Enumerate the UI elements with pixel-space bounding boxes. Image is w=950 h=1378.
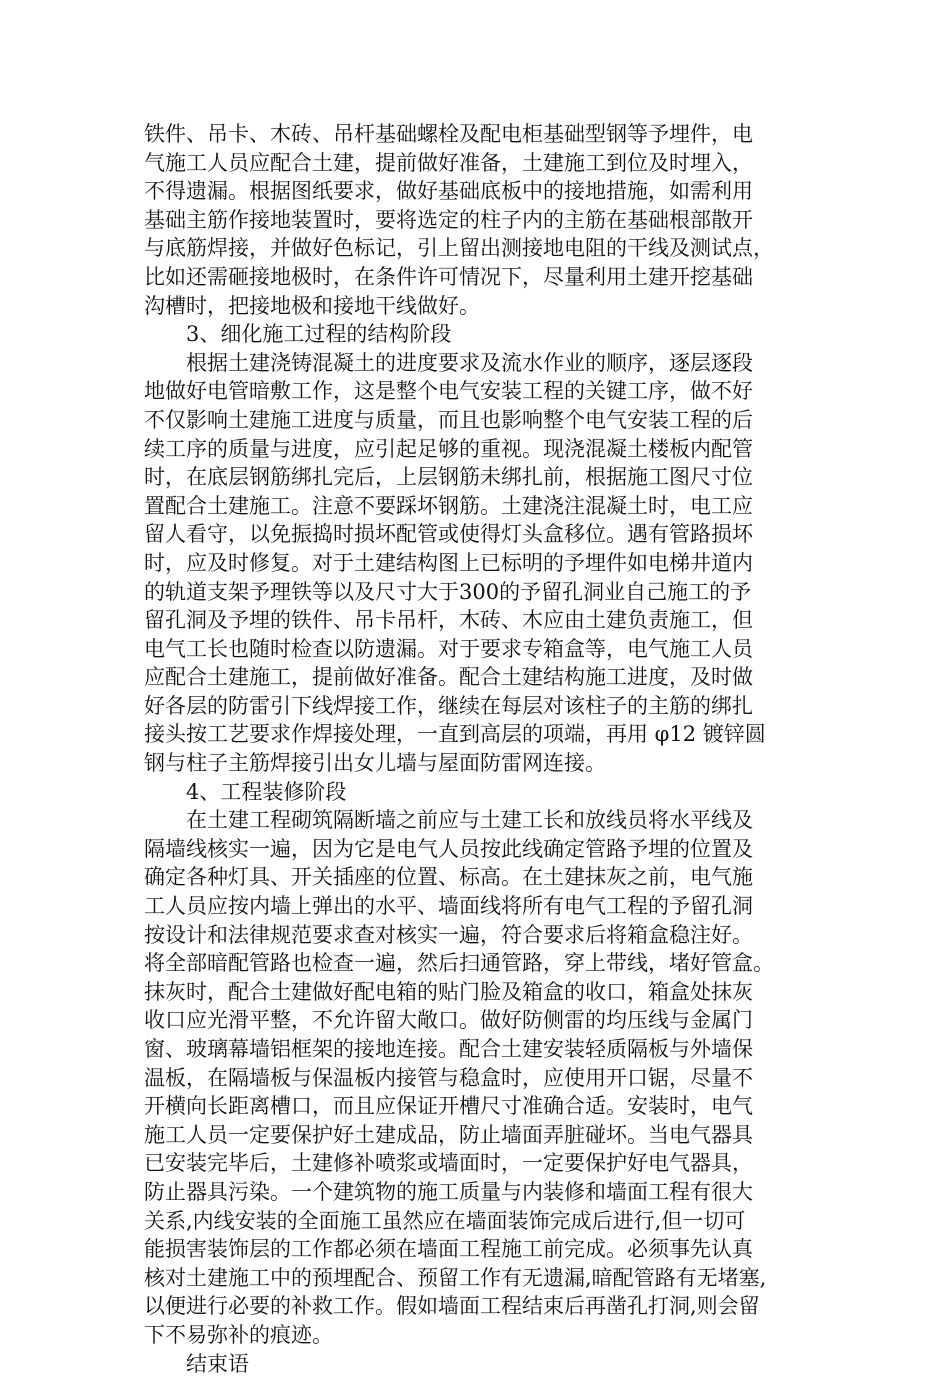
section-heading: 结束语 [186, 1351, 249, 1376]
text-line: 气施工人员应配合土建，提前做好准备，土建施工到位及时埋入， [144, 150, 753, 175]
text-line: 工人员应按内墙上弹出的水平、墙面线将所有电气工程的予留孔洞 [144, 894, 753, 919]
text-line: 将全部暗配管路也检查一遍，然后扫通管路，穿上带线，堵好管盒。 [144, 951, 774, 976]
text-line: 抹灰时，配合土建做好配电箱的贴门脸及箱盒的收口，箱盒处抹灰 [144, 979, 753, 1004]
text-line: 不得遗漏。根据图纸要求，做好基础底板中的接地措施，如需利用 [144, 179, 753, 204]
text-line: 以便进行必要的补救工作。假如墙面工程结束后再凿孔打洞,则会留 [144, 1294, 760, 1319]
text-line: 已安装完毕后，土建修补喷浆或墙面时，一定要保护好电气器具， [144, 1151, 753, 1176]
text-line: 开横向长距离槽口，而且应保证开槽尺寸准确合适。安装时，电气 [144, 1094, 753, 1119]
text-line: 沟槽时，把接地极和接地干线做好。 [144, 293, 480, 318]
text-line: 应配合土建施工，提前做好准备。配合土建结构施工进度，及时做 [144, 665, 753, 690]
text-line: 钢与柱子主筋焊接引出女儿墙与屋面防雷网连接。 [144, 751, 606, 776]
section-heading: 3、细化施工过程的结构阶段 [186, 322, 452, 347]
text-line: 接头按工艺要求作焊接处理，一直到高层的项端，再用 φ12 镀锌圆 [144, 722, 766, 747]
text-line: 时，在底层钢筋绑扎完后，上层钢筋未绑扎前，根据施工图尺寸位 [144, 465, 753, 490]
text-line: 能损害装饰层的工作都必须在墙面工程施工前完成。必须事先认真 [144, 1237, 753, 1262]
text-line: 窗、玻璃幕墙铝框架的接地连接。配合土建安装轻质隔板与外墙保 [144, 1037, 753, 1061]
text-line: 核对土建施工中的预埋配合、预留工作有无遗漏,暗配管路有无堵塞, [144, 1265, 767, 1290]
text-line: 温板，在隔墙板与保温板内接管与稳盒时，应使用开口锯，尽量不 [144, 1065, 753, 1090]
text-line: 不仅影响土建施工进度与质量，而且也影响整个电气安装工程的后 [144, 407, 753, 432]
paragraph-start-line: 在土建工程砌筑隔断墙之前应与土建工长和放线员将水平线及 [186, 808, 753, 833]
text-line: 地做好电管暗敷工作，这是整个电气安装工程的关键工序，做不好 [144, 379, 753, 404]
text-line: 确定各种灯具、开关插座的位置、标高。在土建抹灰之前，电气施 [144, 865, 753, 890]
text-line: 比如还需砸接地极时，在条件许可情况下，尽量利用土建开挖基础 [144, 264, 753, 289]
text-line: 基础主筋作接地装置时，要将选定的柱子内的主筋在基础根部散开 [144, 207, 753, 232]
text-line: 铁件、吊卡、木砖、吊杆基础螺栓及配电柜基础型钢等予埋件，电 [144, 122, 753, 146]
text-line: 与底筋焊接，并做好色标记，引上留出测接地电阻的干线及测试点， [144, 236, 774, 261]
paragraph-start-line: 根据土建浇铸混凝土的进度要求及流水作业的顺序，逐层逐段 [186, 350, 753, 375]
text-line: 隔墙线核实一遍，因为它是电气人员按此线确定管路予埋的位置及 [144, 836, 753, 861]
text-line: 的轨道支架予理铁等以及尺寸大于300的予留孔洞业自己施工的予 [144, 579, 752, 604]
text-line: 置配合土建施工。注意不要踩坏钢筋。土建浇注混凝土时，电工应 [144, 493, 753, 518]
text-line: 留孔洞及予埋的铁件、吊卡吊杆，木砖、木应由土建负责施工，但 [144, 608, 753, 633]
text-line: 下不易弥补的痕迹。 [144, 1322, 333, 1347]
text-line: 电气工长也随时检查以防遗漏。对于要求专箱盒等，电气施工人员 [144, 636, 753, 661]
text-line: 按设计和法律规范要求查对核实一遍，符合要求后将箱盒稳注好。 [144, 922, 753, 947]
text-line: 好各层的防雷引下线焊接工作，继续在每层对该柱子的主筋的绑扎 [144, 693, 753, 718]
text-line: 施工人员一定要保护好土建成品，防止墙面弄脏碰坏。当电气器具 [144, 1122, 753, 1147]
text-line: 收口应光滑平整，不允许留大敞口。做好防侧雷的均压线与金属门 [144, 1008, 753, 1033]
text-line: 时，应及时修复。对于土建结构图上已标明的予埋件如电梯井道内 [144, 550, 753, 575]
text-line: 续工序的质量与进度，应引起足够的重视。现浇混凝土楼板内配管 [144, 436, 753, 461]
section-heading: 4、工程装修阶段 [186, 779, 347, 804]
text-line: 留人看守，以免振捣时损坏配管或使得灯头盒移位。遇有管路损坏 [144, 522, 753, 547]
text-line: 关系,内线安装的全面施工虽然应在墙面装饰完成后进行,但一切可 [144, 1208, 746, 1233]
text-line: 防止器具污染。一个建筑物的施工质量与内装修和墙面工程有很大 [144, 1179, 753, 1204]
body-text [144, 120, 824, 1378]
